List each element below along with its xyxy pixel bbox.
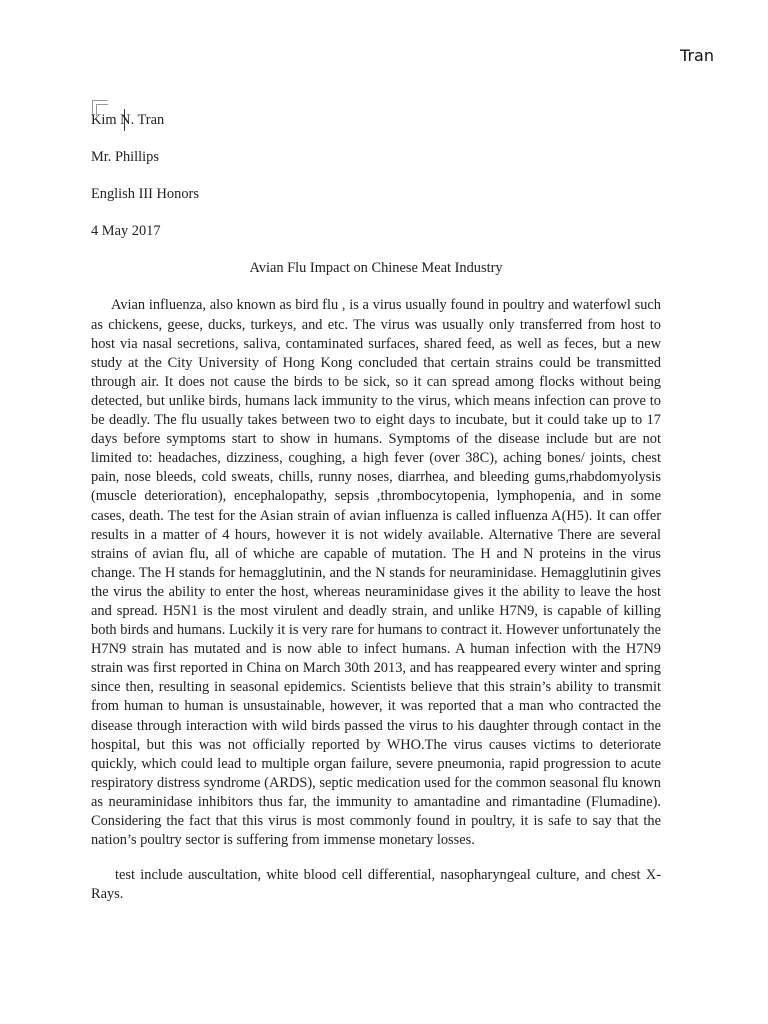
course-name: English III Honors: [91, 186, 199, 203]
document-body[interactable]: [91, 111, 661, 904]
teacher-name: Mr. Phillips: [91, 149, 159, 166]
body-paragraph-2: test include auscultation, white blood cell differential, nasopharyngeal culture, and chest X-Rays.: [91, 867, 661, 903]
running-header-name: Tran: [680, 46, 714, 65]
student-name: Kim N. Tran: [91, 112, 165, 128]
essay-title: Avian Flu Impact on Chinese Meat Industry: [249, 260, 503, 277]
body-paragraph-1: Avian influenza, also known as bird flu , is a virus usually found in poultry and waterfowl such as chickens, geese, ducks, turkeys, and etc. The virus was usually only transferred from host to host via nasal secretions, saliva, contaminated surfaces, shared feed, as well as feces, but a new study at the City University of Hong Kong concluded that certain strains could be transmitted through air. It does not cause the birds to be sick, so it can spread among flocks without being detected, but unlike birds, humans lack immunity to the virus, which means infection can prove to be deadly. The flu usually takes between two to eight days to incubate, but it could take up to 17 days before symptoms start to show in humans. Symptoms of the disease include but are not limited to: headaches, dizziness, coughing, a high fever (over 38C), aching bones/ joints, chest pain, nose bleeds, cold sweats, chills, runny noses, diarrhea, and bleeding gums,rhabdomyolysis (muscle deterioration), encephalopathy, sepsis ,thrombocytopenia, lymphopenia, and in some cases, death. The test for the Asian strain of avian influenza is called influenza A(H5). It can offer results in a matter of 4 hours, however it is not widely available. Alternative There are several strains of avian flu, all of whiche are capable of mutation. The H and N proteins in the virus change. The H stands for hemagglutinin, and the N stands for neuraminidase. Hemagglutinin gives the virus the ability to enter the host, whereas neuraminidase gives it the ability to leave the host and spread. H5N1 is the most virulent and deadly strain, and unlike H7N9, is capable of killing both birds and humans. Luckily it is very rare for humans to contract it. However unfortunately the H7N9 strain has mutated and is now able to infect humans. A human infection with the H7N9 strain was first reported in China on March 30th 2013, and has reappeared every winter and spring since then, resulting in seasonal epidemics. Scientists believe that this strain’s ability to transmit from human to human is unsustainable, however, it was reported that a man who contracted the disease through interaction with wild birds passed the virus to his daughter through contact in the hospital, but this was not officially reported by WHO.The virus causes victims to deteriorate quickly, which could lead to multiple organ failure, severe pneumonia, rapid progression to acute respiratory distress syndrome (ARDS), septic medication used for the common seasonal flu known as neuraminidase inhibitors thus far, the immunity to amantadine and rimantadine (Flumadine). Considering the fact that this virus is most commonly found in poultry, it is safe to say that the nation’s poultry sector is suffering from immense monetary losses.: [91, 297, 661, 849]
date-line: 4 May 2017: [91, 223, 161, 240]
